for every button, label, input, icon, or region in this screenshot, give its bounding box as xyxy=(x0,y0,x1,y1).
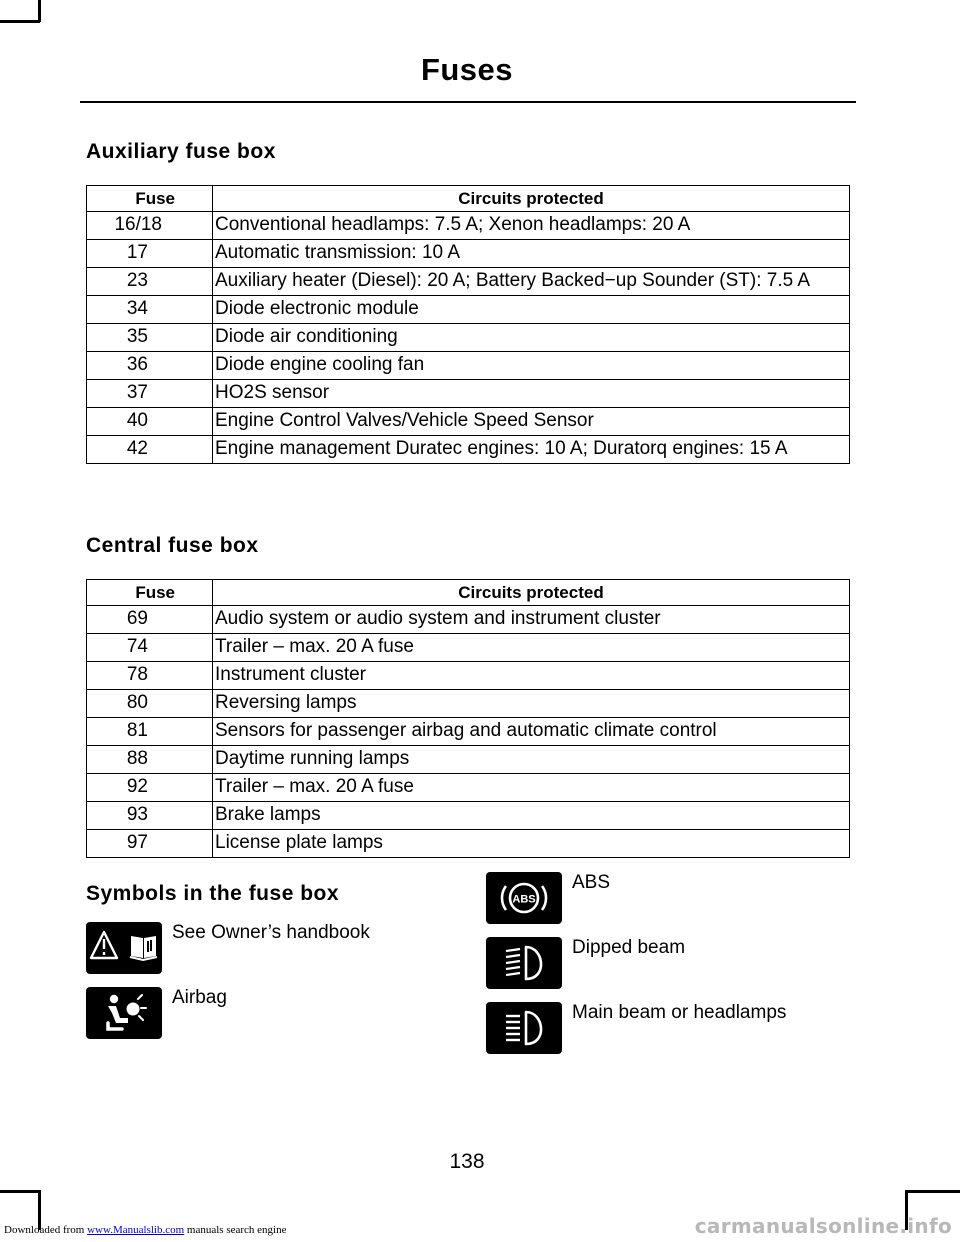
central-fuse-table xyxy=(86,579,850,858)
circuit-description: Brake lamps xyxy=(213,802,850,830)
table-row xyxy=(87,436,850,464)
footer-suffix: manuals search engine xyxy=(184,1224,287,1236)
circuit-description: License plate lamps xyxy=(213,830,850,858)
table-row xyxy=(87,830,850,858)
abs-icon xyxy=(486,872,562,924)
circuit-description: Trailer – max. 20 A fuse xyxy=(213,774,850,802)
footer-prefix: Downloaded from xyxy=(4,1224,88,1236)
table-row xyxy=(87,718,850,746)
circuit-description: Reversing lamps xyxy=(213,690,850,718)
crop-mark-bottom-left xyxy=(0,1190,40,1193)
fuse-number: 36 xyxy=(87,352,213,380)
circuit-description: Diode engine cooling fan xyxy=(213,352,850,380)
symbol-label: ABS xyxy=(572,872,611,893)
fuse-number: 81 xyxy=(87,718,213,746)
fuse-number: 42 xyxy=(87,436,213,464)
symbol-label: Dipped beam xyxy=(572,937,686,958)
abs-icon-text: ABS xyxy=(512,893,536,906)
column-header-circuits: Circuits protected xyxy=(213,186,850,212)
circuit-description: Engine management Duratec engines: 10 A; Duratorq engines: 15 A xyxy=(213,436,850,464)
table-row xyxy=(87,240,850,268)
dipped-beam-icon xyxy=(486,937,562,989)
table-header-row xyxy=(87,580,850,606)
table-row xyxy=(87,296,850,324)
circuit-description: Daytime running lamps xyxy=(213,746,850,774)
circuit-description: Trailer – max. 20 A fuse xyxy=(213,634,850,662)
circuit-description: Automatic transmission: 10 A xyxy=(213,240,850,268)
fuse-number: 78 xyxy=(87,662,213,690)
watermark: carmanualsonline.info xyxy=(694,1214,952,1238)
table-row xyxy=(87,774,850,802)
table-row xyxy=(87,380,850,408)
table-row xyxy=(87,212,850,240)
airbag-icon xyxy=(86,987,162,1039)
crop-mark-top-left xyxy=(0,20,40,23)
circuit-description: Conventional headlamps: 7.5 A; Xenon headlamps: 20 A xyxy=(213,212,850,240)
table-row xyxy=(87,662,850,690)
fuse-number: 34 xyxy=(87,296,213,324)
circuit-description: HO2S sensor xyxy=(213,380,850,408)
page-number: 138 xyxy=(449,1150,485,1173)
page-title: Fuses xyxy=(420,52,514,87)
fuse-number: 40 xyxy=(87,408,213,436)
fuse-number: 80 xyxy=(87,690,213,718)
title-divider xyxy=(80,101,856,103)
table-row xyxy=(87,324,850,352)
auxiliary-section-title: Auxiliary fuse box xyxy=(86,140,276,163)
table-row xyxy=(87,408,850,436)
symbol-label: See Owner’s handbook xyxy=(172,922,370,943)
table-row xyxy=(87,802,850,830)
table-row xyxy=(87,268,850,296)
table-row xyxy=(87,352,850,380)
fuse-number: 16/18 xyxy=(87,212,213,240)
central-section-title: Central fuse box xyxy=(86,534,259,557)
symbol-label: Airbag xyxy=(172,987,227,1008)
main-beam-icon xyxy=(486,1002,562,1054)
fuse-number: 37 xyxy=(87,380,213,408)
crop-mark-top-left xyxy=(38,0,41,22)
table-row xyxy=(87,634,850,662)
symbols-section-title: Symbols in the fuse box xyxy=(86,882,340,905)
column-header-fuse: Fuse xyxy=(87,186,213,212)
crop-mark-bottom-right xyxy=(905,1190,960,1193)
fuse-number: 17 xyxy=(87,240,213,268)
circuit-description: Sensors for passenger airbag and automatic climate control xyxy=(213,718,850,746)
symbol-label: Main beam or headlamps xyxy=(572,1002,787,1023)
download-footer xyxy=(4,1224,286,1236)
fuse-number: 92 xyxy=(87,774,213,802)
circuit-description: Engine Control Valves/Vehicle Speed Sensor xyxy=(213,408,850,436)
auxiliary-fuse-table xyxy=(86,185,850,464)
fuse-number: 35 xyxy=(87,324,213,352)
column-header-fuse: Fuse xyxy=(87,580,213,606)
fuse-number: 69 xyxy=(87,606,213,634)
table-row xyxy=(87,746,850,774)
fuse-number: 93 xyxy=(87,802,213,830)
fuse-number: 88 xyxy=(87,746,213,774)
fuse-number: 97 xyxy=(87,830,213,858)
circuit-description: Instrument cluster xyxy=(213,662,850,690)
circuit-description: Audio system or audio system and instrument cluster xyxy=(213,606,850,634)
table-row xyxy=(87,606,850,634)
table-header-row xyxy=(87,186,850,212)
fuse-number: 74 xyxy=(87,634,213,662)
circuit-description: Diode electronic module xyxy=(213,296,850,324)
manualslib-link[interactable]: www.Manualslib.com xyxy=(87,1224,185,1236)
fuse-number: 23 xyxy=(87,268,213,296)
table-row xyxy=(87,690,850,718)
circuit-description: Diode air conditioning xyxy=(213,324,850,352)
warning-handbook-icon xyxy=(86,922,162,974)
column-header-circuits: Circuits protected xyxy=(213,580,850,606)
circuit-description: Auxiliary heater (Diesel): 20 A; Battery Backed−up Sounder (ST): 7.5 A xyxy=(213,268,850,296)
